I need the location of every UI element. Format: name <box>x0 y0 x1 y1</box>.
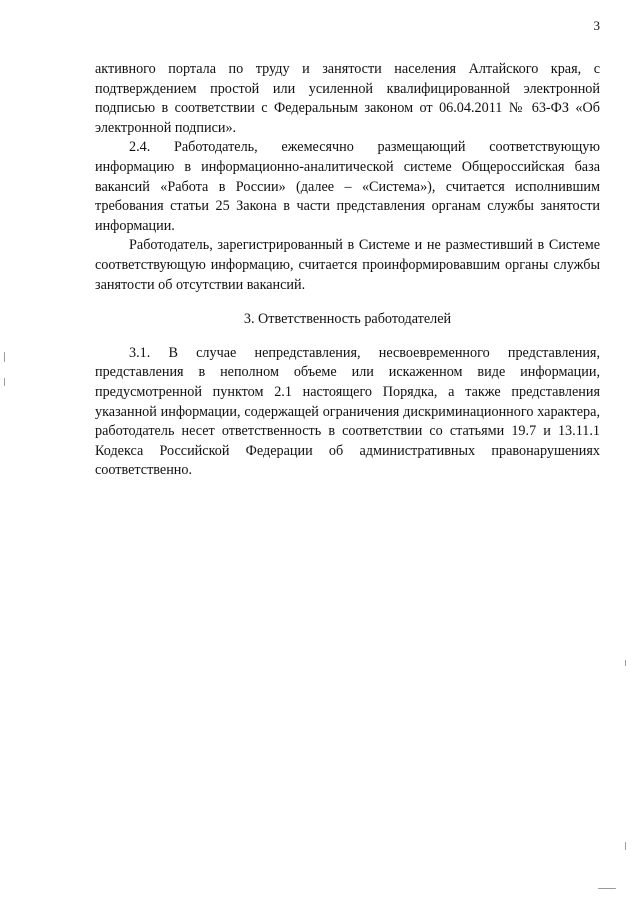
page-number: 3 <box>593 18 600 33</box>
scan-speck <box>4 352 5 362</box>
paragraph-continuation: активного портала по труду и занятости населения Алтайского края, с подтверждением простой или усиленной квалифицированной электронной подписью в соответствии с Федеральным законом от 06.04.2011 № 63-ФЗ «Об электронной подписи». <box>95 61 600 136</box>
section-heading: 3. Ответственность работодателей <box>243 311 452 328</box>
document-body <box>95 60 600 481</box>
scan-speck <box>625 660 626 666</box>
paragraph-3-1: 3.1. В случае непредставления, несвоевременного представления, представления в неполном объеме или искаженном виде информации, предусмотренной пунктом 2.1 настоящего Порядка, а также представления указанной информации, содержащей ограничения дискриминационного характера, работодатель несет ответственность в соответствии со статьями 19.7 и 13.11.1 Кодекса Российской Федерации об административных правонарушениях соответственно. <box>95 344 600 479</box>
paragraph-employer-registered: Работодатель, зарегистрированный в Системе и не разместивший в Системе соответствующую информацию, считается проинформировавшим органы службы занятости об отсутствии вакансий. <box>95 237 600 293</box>
paragraph-2-4: 2.4. Работодатель, ежемесячно размещающий соответствующую информацию в информационно-аналитической системе Общероссийская база вакансий «Работа в России» (далее – «Система»), считается исполнившим требования статьи 25 Закона в части представления органам службы занятости информации. <box>95 139 600 234</box>
scan-speck <box>625 842 626 850</box>
scan-speck <box>4 378 5 386</box>
scan-speck <box>598 888 616 889</box>
